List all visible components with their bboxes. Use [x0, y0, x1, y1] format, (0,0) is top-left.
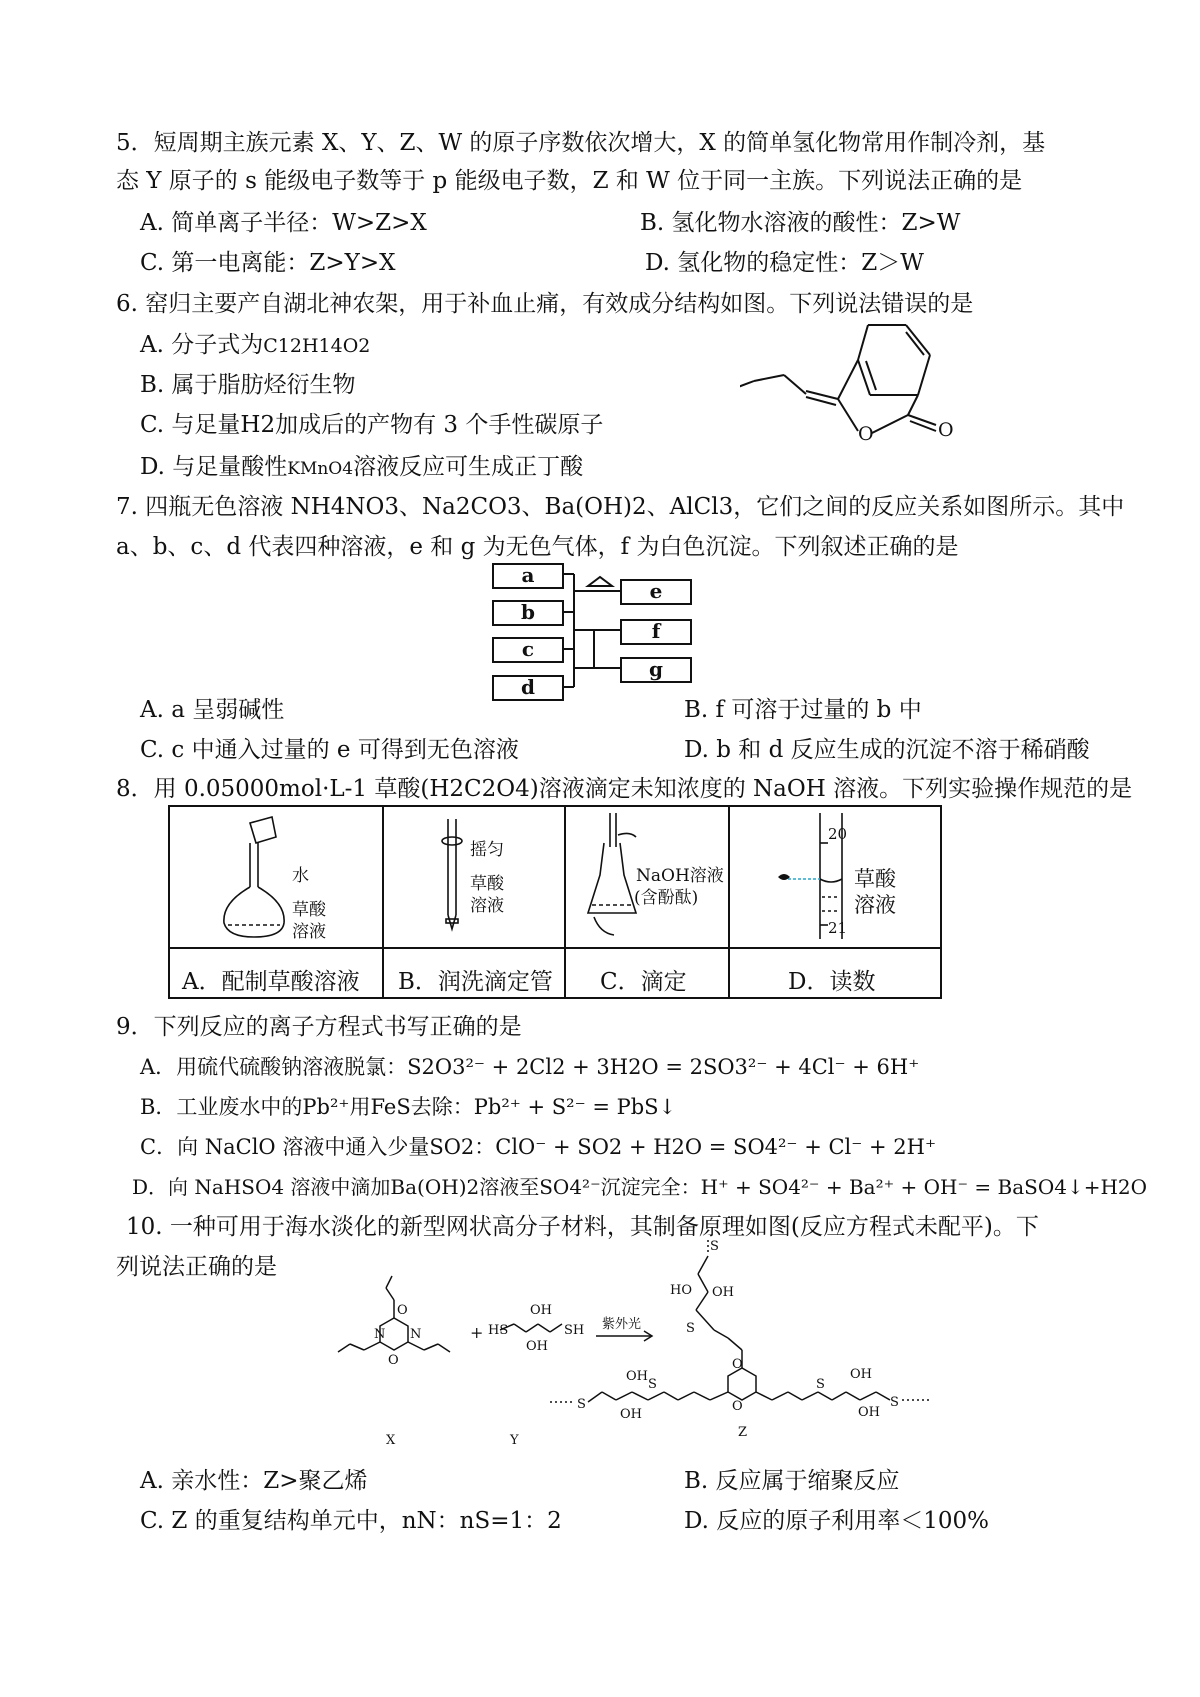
q10-plus: + [470, 1323, 484, 1342]
q7-stem-line1: 7. 四瓶无色溶液 NH4NO3、Na2CO3、Ba(OH)2、AlCl3，它们之间的反应关系如图所示。其中 [116, 494, 1125, 520]
q8-d-tick-21: 21 [828, 919, 848, 937]
q10-stem-line2: 列说法正确的是 [116, 1254, 277, 1280]
q7-stem-line2: a、b、c、d 代表四种溶液，e 和 g 为无色气体，f 为白色沉淀。下列叙述正确的是 [116, 534, 959, 560]
q8-apparatus-table [168, 805, 942, 999]
q6-kmno4: KMnO4 [287, 459, 354, 479]
q8-b-shake-label: 摇匀 [470, 840, 504, 860]
q6-formula: C12H14O2 [263, 335, 371, 357]
q10-z-s-left: S [577, 1397, 586, 1412]
q6-option-d-text: 溶液反应可生成正丁酸 [353, 454, 584, 480]
q8-a-caption: A．配制草酸溶液 [182, 969, 360, 995]
q5-option-c: C. 第一电离能：Z>Y>X [140, 250, 396, 276]
q10-y-oh-bottom: OH [526, 1339, 548, 1354]
q9-option-c: C．向 NaClO 溶液中通入少量SO2：ClO⁻ + SO2 + H2O = SO4²⁻ + Cl⁻ + 2H⁺ [140, 1135, 937, 1159]
q7-box-e: e [620, 579, 692, 605]
q10-z-ho: HO [670, 1283, 692, 1298]
q9-option-b: B．工业废水中的Pb²⁺用FeS去除：Pb²⁺ + S²⁻ = PbS↓ [140, 1095, 677, 1119]
q8-d-oxalic-label: 草酸 [854, 867, 896, 891]
q7-option-d: D. b 和 d 反应生成的沉淀不溶于稀硝酸 [684, 737, 1090, 763]
q7-option-b: B. f 可溶于过量的 b 中 [684, 697, 922, 723]
q10-reaction-scheme [330, 1240, 970, 1450]
q10-z-o-bottom: O [732, 1399, 743, 1414]
q10-condition: 紫外光 [602, 1317, 642, 1332]
q5-stem-line1: 5．短周期主族元素 X、Y、Z、W 的原子序数依次增大，X 的简单氢化物常用作制冷剂，基 [116, 130, 1046, 156]
q10-x-n-left: N [374, 1327, 386, 1342]
q10-z-oh-right-bottom: OH [858, 1405, 880, 1420]
q10-z-oh-left-bottom: OH [620, 1407, 642, 1422]
q8-d-caption: D．读数 [788, 969, 876, 995]
q10-x-n-right: N [410, 1327, 422, 1342]
q8-stem: 8．用 0.05000mol·L-1 草酸(H2C2O4)溶液滴定未知浓度的 NaOH 溶液。下列实验操作规范的是 [116, 776, 1133, 802]
q7-option-c: C. c 中通入过量的 e 可得到无色溶液 [140, 737, 519, 763]
q6-ring-oxygen-label: O [858, 423, 874, 445]
q8-cell-c [566, 807, 730, 997]
q10-option-c: C. Z 的重复结构单元中，nN：nS=1：2 [140, 1508, 562, 1534]
q7-box-b: b [492, 600, 564, 626]
q8-titration-flask-icon [584, 813, 644, 941]
q10-option-a: A. 亲水性：Z>聚乙烯 [140, 1468, 368, 1494]
q6-carbonyl-oxygen-label: O [938, 419, 954, 441]
q8-c-indicator-label: (含酚酞) [634, 888, 699, 908]
q10-y-sh: SH [564, 1323, 585, 1338]
q5-stem-line2: 态 Y 原子的 s 能级电子数等于 p 能级电子数，Z 和 W 位于同一主族。下列说法正确的是 [116, 168, 1023, 194]
q8-burette-icon [434, 815, 474, 941]
q8-b-oxalic-label: 草酸 [470, 874, 504, 894]
q7-reaction-diagram [560, 560, 630, 700]
q9-option-a: A．用硫代硫酸钠溶液脱氯：S2O3²⁻ + 2Cl2 + 3H2O = 2SO3²⁻ + 4Cl⁻ + 6H⁺ [140, 1055, 920, 1079]
q10-label-x: X [386, 1433, 396, 1448]
q10-z-oh-top: OH [712, 1285, 734, 1300]
q8-c-naoh-label: NaOH溶液 [636, 866, 724, 886]
q6-option-a [140, 330, 370, 361]
q6-option-c-label: C. 与足量 [140, 412, 241, 438]
q10-label-z: Z [738, 1425, 748, 1440]
q8-a-oxalic-label: 草酸 [292, 900, 326, 920]
q10-stem-line1: 10. 一种可用于海水淡化的新型网状高分子材料，其制备原理如图(反应方程式未配平)。下 [126, 1214, 1039, 1240]
q6-option-a-label: A. 分子式为 [140, 332, 264, 358]
q8-d-solution-label: 溶液 [854, 893, 896, 917]
q10-y-hs: HS [488, 1323, 509, 1338]
q7-box-d: d [492, 675, 564, 701]
q10-option-b: B. 反应属于缩聚反应 [684, 1468, 900, 1494]
q6-stem: 6. 窑归主要产自湖北神农架，用于补血止痛，有效成分结构如图。下列说法错误的是 [116, 291, 974, 317]
q8-cell-b [384, 807, 566, 997]
q7-box-f: f [620, 619, 692, 645]
q6-option-d [140, 452, 583, 484]
q10-label-y: Y [510, 1433, 519, 1448]
q6-option-c-text: 加成后的产物有 3 个手性碳原子 [275, 412, 604, 438]
q10-z-s-mid-left: S [648, 1377, 657, 1392]
q6-option-b: B. 属于脂肪烃衍生物 [140, 372, 356, 398]
q8-d-tick-20: 20 [828, 825, 848, 843]
q10-y-oh-top: OH [530, 1303, 552, 1318]
q10-x-o-top: O [397, 1303, 408, 1318]
q10-option-d: D. 反应的原子利用率＜100% [684, 1508, 989, 1534]
q5-option-d: D. 氢化物的稳定性：Z＞W [645, 250, 924, 276]
q8-a-water-label: 水 [292, 866, 309, 886]
q7-box-g: g [620, 657, 692, 683]
q7-box-a: a [492, 563, 564, 589]
q10-z-o-top: O [732, 1357, 743, 1372]
q10-z-s-top: S [710, 1240, 719, 1254]
q8-a-solution-label: 溶液 [292, 922, 326, 942]
q6-option-c [140, 410, 603, 440]
q7-box-c: c [492, 637, 564, 663]
q9-option-d: D．向 NaHSO4 溶液中滴加Ba(OH)2溶液至SO4²⁻沉淀完全：H⁺ + SO4²⁻ + Ba²⁺ + OH⁻ = BaSO4↓+H2O [132, 1175, 1148, 1199]
q9-stem: 9．下列反应的离子方程式书写正确的是 [116, 1014, 522, 1040]
q10-z-s-right: S [890, 1395, 899, 1410]
q5-option-a: A. 简单离子半径：W>Z>X [140, 210, 427, 236]
q10-x-o-bottom: O [388, 1353, 399, 1368]
q6-structure-diagram [740, 315, 980, 465]
q8-c-caption: C．滴定 [600, 969, 687, 995]
q8-b-solution-label: 溶液 [470, 896, 504, 916]
q6-option-d-label: D. 与足量酸性 [140, 454, 288, 480]
q10-z-oh-left-top: OH [626, 1369, 648, 1384]
q8-cell-d [730, 807, 940, 997]
q6-h2: H2 [240, 412, 276, 438]
q10-z-oh-right-top: OH [850, 1367, 872, 1382]
q8-b-caption: B．润洗滴定管 [398, 969, 553, 995]
q5-option-b: B. 氢化物水溶液的酸性：Z>W [640, 210, 961, 236]
q7-option-a: A. a 呈弱碱性 [140, 697, 285, 723]
q8-cell-a [170, 807, 384, 997]
q10-z-s-upper: S [686, 1321, 695, 1336]
q10-z-s-mid-right: S [816, 1377, 825, 1392]
